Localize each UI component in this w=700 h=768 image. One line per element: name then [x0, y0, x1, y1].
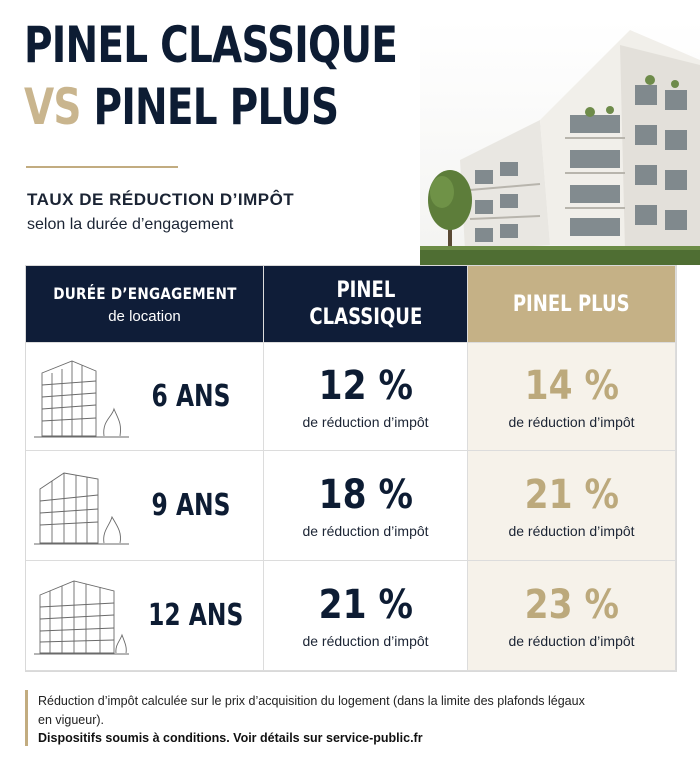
plus-rate: 23 %	[524, 581, 619, 628]
plus-value-cell-9	[468, 451, 676, 561]
header-pinel-classique	[264, 266, 468, 343]
footnote-accent-bar	[25, 690, 28, 746]
building-sketch-icon	[34, 459, 129, 551]
building-sketch-icon	[34, 351, 129, 441]
title-divider	[26, 166, 178, 168]
subtitle-secondary: selon la durée d’engagement	[27, 216, 234, 233]
duration-label: 6 ANS	[151, 379, 231, 414]
building-illustration	[420, 20, 700, 265]
plus-rate: 14 %	[524, 362, 619, 409]
rate-caption: de réduction d’impôt	[302, 413, 429, 430]
building-sketch-icon	[34, 569, 129, 661]
duration-cell-9	[26, 451, 264, 561]
duration-label: 9 ANS	[151, 488, 231, 523]
header-classique-line1: PINEL	[336, 278, 395, 303]
header-duration	[26, 266, 264, 343]
classique-rate: 21 %	[318, 581, 413, 628]
rate-caption: de réduction d’impôt	[508, 413, 635, 430]
rate-caption: de réduction d’impôt	[508, 522, 635, 539]
title-vs: VS	[24, 78, 81, 136]
duration-cell-12	[26, 561, 264, 671]
classique-value-cell-6	[264, 343, 468, 451]
header-classique-line2: CLASSIQUE	[309, 305, 422, 330]
plus-value-cell-6	[468, 343, 676, 451]
title-line-1: PINEL CLASSIQUE	[24, 16, 398, 74]
header-pinel-plus	[468, 266, 676, 343]
plus-value-cell-12	[468, 561, 676, 671]
classique-rate: 12 %	[318, 362, 413, 409]
classique-value-cell-9	[264, 451, 468, 561]
page-title	[24, 14, 397, 138]
header-duration-label: DURÉE D’ENGAGEMENT	[52, 283, 237, 303]
header-plus-label: PINEL PLUS	[513, 291, 630, 317]
footnote-text: Réduction d’impôt calculée sur le prix d’acquisition du logement (dans la limite des plafonds légaux en vigueur).	[38, 694, 585, 727]
header-duration-sub: de location	[108, 307, 181, 325]
duration-cell-6	[26, 343, 264, 451]
plus-rate: 21 %	[524, 471, 619, 518]
rate-caption: de réduction d’impôt	[302, 632, 429, 649]
rate-caption: de réduction d’impôt	[508, 632, 635, 649]
duration-label: 12 ANS	[148, 598, 244, 633]
comparison-table	[25, 265, 677, 672]
title-line-2	[24, 76, 397, 138]
rate-caption: de réduction d’impôt	[302, 522, 429, 539]
classique-value-cell-12	[264, 561, 468, 671]
subtitle: TAUX DE RÉDUCTION D’IMPÔT	[27, 190, 295, 209]
classique-rate: 18 %	[318, 471, 413, 518]
title-line-2-text: PINEL PLUS	[80, 78, 339, 136]
footnote-conditions: Dispositifs soumis à conditions. Voir détails sur service-public.fr	[38, 731, 423, 745]
